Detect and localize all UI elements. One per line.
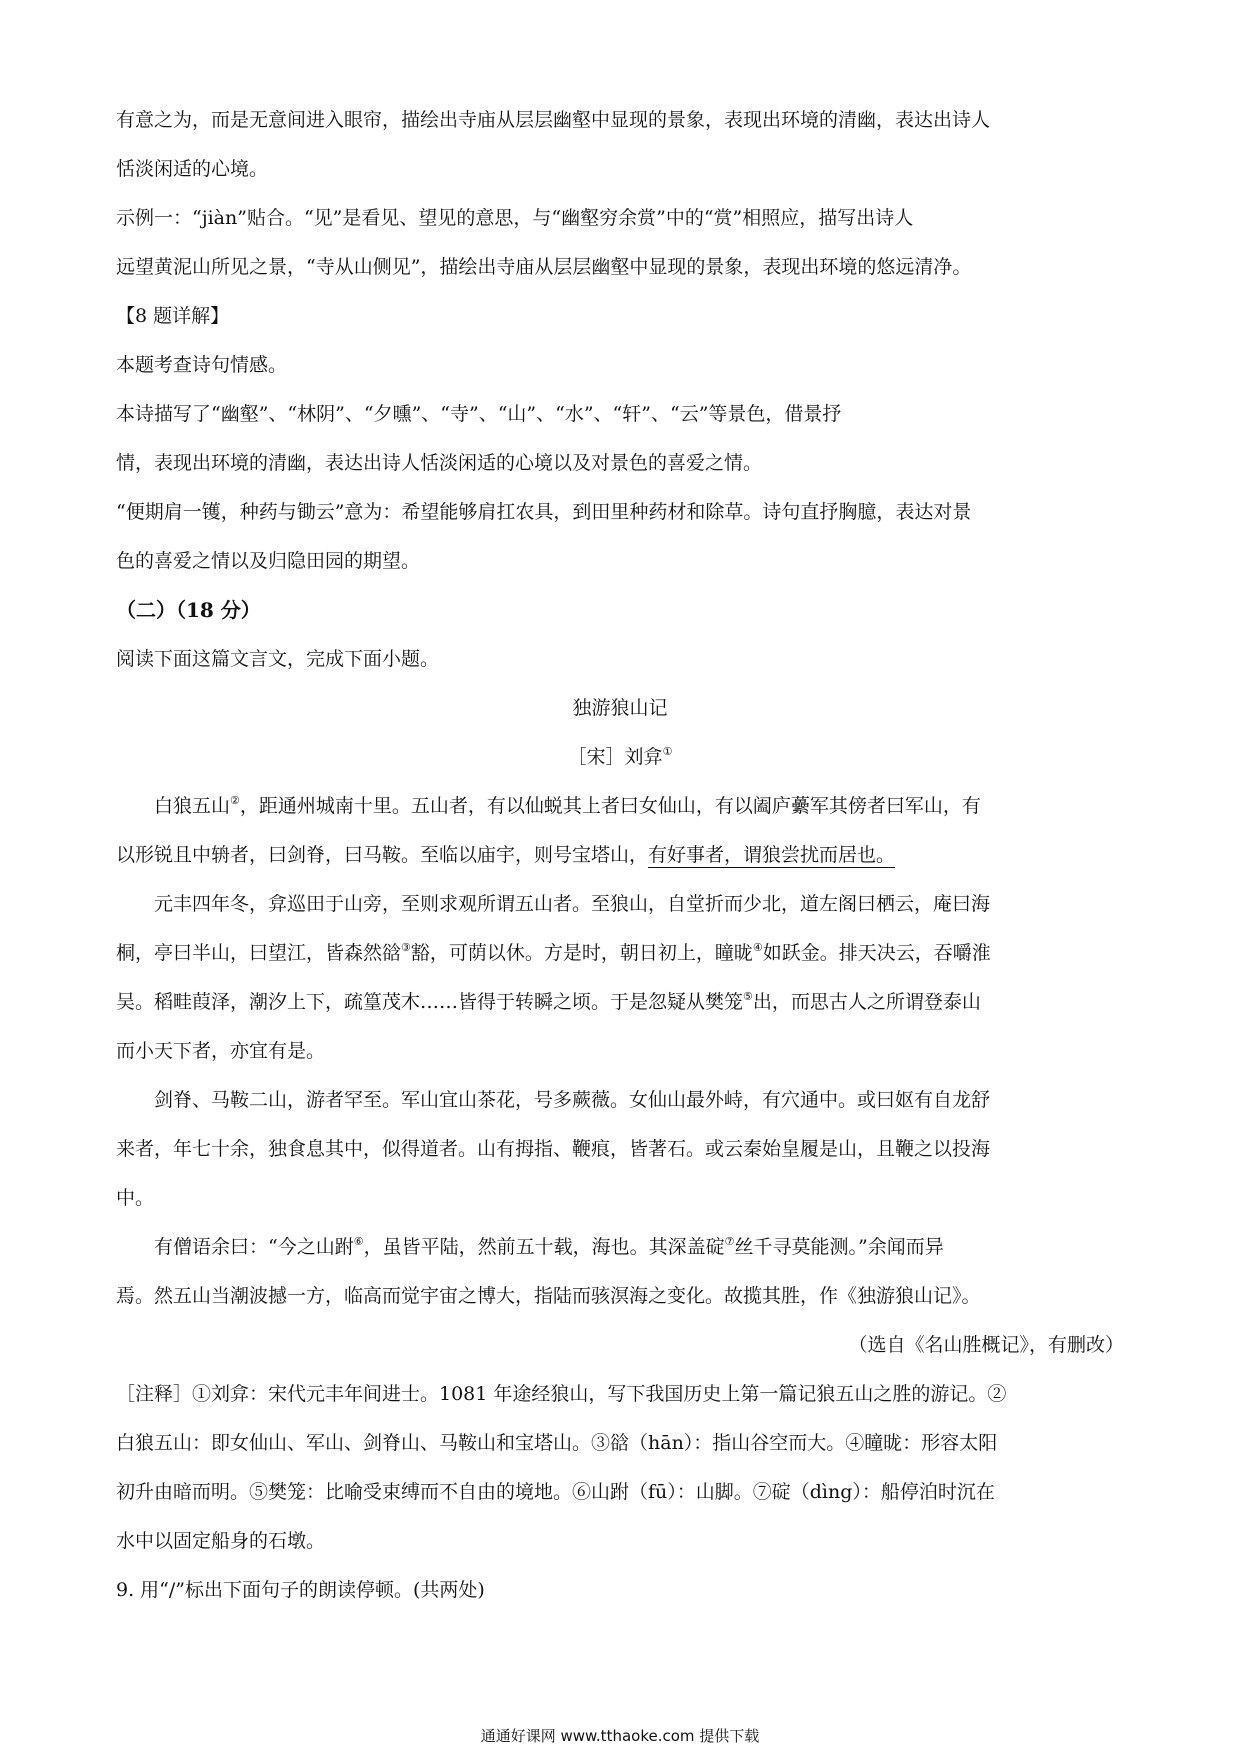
essay-p2-seg-5: 出，而思古人之所谓登泰山 [752, 991, 981, 1013]
notes-line-4: 水中以固定船身的石墩。 [116, 1530, 326, 1552]
section-2-instruction: 阅读下面这篇文言文，完成下面小题。 [116, 648, 440, 670]
q8-intro: 本题考查诗句情感。 [116, 354, 288, 376]
essay-p2-seg-4: 吴。稻畦葭泽，潮汐上下，疏篁茂木……皆得于转瞬之顷。于是忽疑从樊笼 [116, 991, 744, 1013]
underlined-sentence: 有好事者，谓狼尝扰而居也。 [648, 844, 896, 866]
essay-paragraph-4-line-2: 焉。然五山当潮波撼一方，临高而觉宇宙之博大，指陆而骇溟海之变化。故揽其胜，作《独游狼山记》。 [116, 1285, 981, 1307]
essay-paragraph-1-line-1 [116, 782, 1124, 831]
note-mark-7: ⑦ [724, 1235, 735, 1248]
essay-p4-seg-2: ，虽皆平陆，然前五十载，海也。其深盖碇 [363, 1236, 725, 1258]
analysis-line-3: 示例一：“jiàn”贴合。“见”是看见、望见的意思，与“幽壑穷余赏”中的“赏”相照应，描写出诗人 [116, 207, 914, 229]
notes-line-2: 白狼五山：即女仙山、军山、剑脊山、马鞍山和宝塔山。③谽（hān）：指山谷空而大。④瞳昽：形容太阳 [116, 1432, 998, 1454]
essay-paragraph-3-line-3: 中。 [116, 1187, 155, 1209]
essay-paragraph-2-line-2 [116, 929, 1124, 978]
analysis-line-1: 有意之为，而是无意间进入眼帘，描绘出寺庙从层层幽壑中显现的景象，表现出环境的清幽，表达出诗人 [116, 109, 991, 131]
question-9: 9. 用“/”标出下面句子的朗读停顿。(共两处) [116, 1579, 485, 1601]
q8-paragraph-1-line-2: 情，表现出环境的清幽，表达出诗人恬淡闲适的心境以及对景色的喜爱之情。 [116, 452, 763, 474]
essay-paragraph-2-line-3 [116, 978, 1124, 1027]
essay-paragraph-3-line-2: 来者，年七十余，独食息其中，似得道者。山有拇指、鞭痕，皆著石。或云秦始皇履是山，且鞭之以投海 [116, 1138, 991, 1160]
essay-p2-seg-1: 桐，亭曰半山，曰望江，皆森然谽 [116, 942, 402, 964]
essay-author-text: ［宋］刘弇 [567, 746, 663, 768]
note-mark-5: ⑤ [743, 990, 753, 1003]
essay-source: （选自《名山胜概记》，有删改） [848, 1334, 1124, 1356]
essay-author-note-mark: ① [662, 745, 673, 758]
essay-p1-text-cont: ，距通州城南十里。五山者，有以仙蜕其上者曰女仙山，有以阖庐虆军其傍者曰军山，有 [239, 795, 981, 817]
essay-paragraph-2-line-4: 而小天下者，亦宜有是。 [116, 1040, 326, 1062]
essay-paragraph-2-line-1: 元丰四年冬，弇巡田于山旁，至则求观所谓五山者。至狼山，自堂折而少北，道左阁曰栖云，庵曰海 [154, 893, 991, 915]
essay-p1-text-end: 以形锐且中辀者，曰剑脊，曰马鞍。至临以庙宇，则号宝塔山， [116, 844, 649, 866]
essay-paragraph-1-line-2 [116, 831, 1124, 880]
q8-paragraph-2-line-2: 色的喜爱之情以及归隐田园的期望。 [116, 550, 421, 572]
q8-paragraph-2-line-1: “便期肩一镬，种药与锄云”意为：希望能够肩扛农具，到田里种药材和除草。诗句直抒胸臆，表达对景 [116, 501, 972, 523]
notes-line-1: ［注释］①刘弇：宋代元丰年间进士。1081 年途经狼山，写下我国历史上第一篇记狼五山之胜的游记。② [116, 1383, 1007, 1405]
essay-p4-seg-3: 丝千寻莫能测。”余闻而异 [734, 1236, 944, 1258]
section-2-heading: （二）（18 分） [116, 598, 261, 622]
essay-paragraph-4-line-1 [116, 1223, 1124, 1272]
essay-p2-seg-3: 如跃金。排天决云，吞嚼淮 [762, 942, 991, 964]
analysis-line-4: 远望黄泥山所见之景，“寺从山侧见”，描绘出寺庙从层层幽壑中显现的景象，表现出环境的悠远清净。 [116, 256, 972, 278]
note-mark-6: ⑥ [353, 1235, 364, 1248]
q8-heading: 【8 题详解】 [116, 305, 230, 327]
essay-author [116, 733, 1124, 782]
essay-paragraph-3-line-1: 剑脊、马鞍二山，游者罕至。军山宜山茶花，号多蕨薇。女仙山最外峙，有穴通中。或曰妪有自龙舒 [154, 1089, 991, 1111]
notes-line-3: 初升由暗而明。⑤樊笼：比喻受束缚而不自由的境地。⑥山跗（fū）：山脚。⑦碇（dìng）：船停泊时沉在 [116, 1481, 995, 1503]
note-mark-3: ③ [401, 941, 411, 954]
note-mark-2: ② [230, 794, 240, 807]
essay-p2-seg-2: 豁，可荫以休。方是时，朝日初上，瞳昽 [410, 942, 753, 964]
essay-p4-seg-1: 有僧语余曰：“今之山跗 [154, 1236, 354, 1258]
essay-title: 独游狼山记 [572, 697, 668, 719]
page-footer: 通通好课网 www.tthaoke.com 提供下载 [480, 1727, 760, 1745]
note-mark-4: ④ [752, 941, 763, 954]
analysis-line-2: 恬淡闲适的心境。 [116, 158, 269, 180]
document-page [116, 96, 1124, 1615]
q8-paragraph-1-line-1: 本诗描写了“幽壑”、“林阴”、“夕曛”、“寺”、“山”、“水”、“轩”、“云”等景色，借景抒 [116, 403, 842, 425]
essay-p1-text: 白狼五山 [154, 795, 231, 817]
